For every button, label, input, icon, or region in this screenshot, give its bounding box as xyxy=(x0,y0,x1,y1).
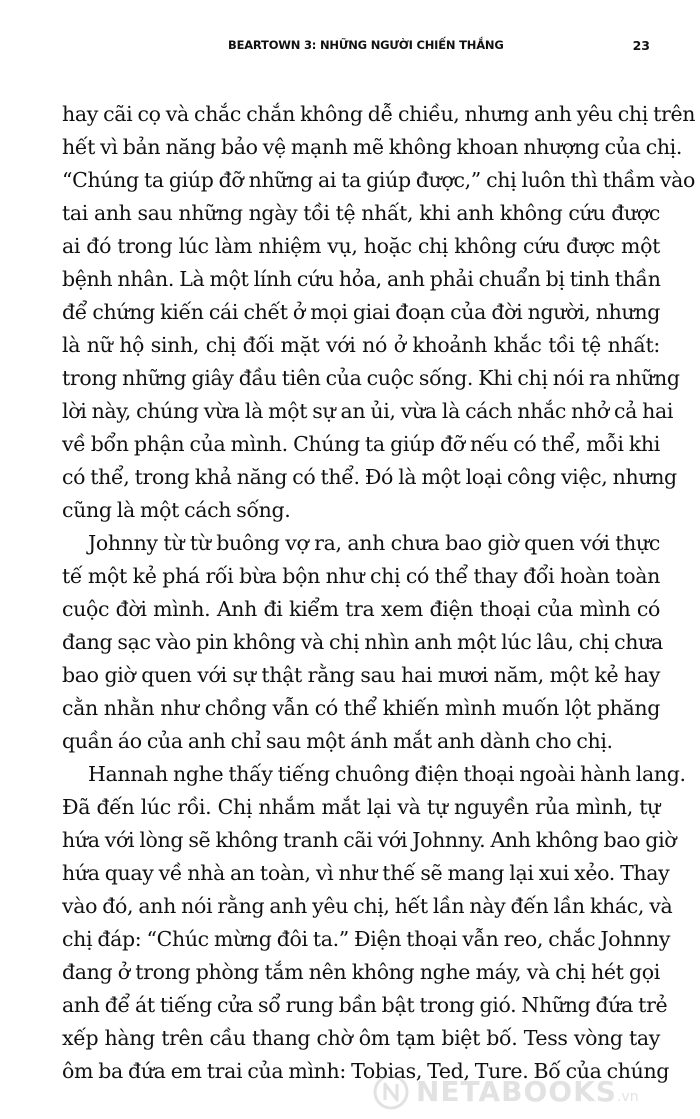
paragraph-1 xyxy=(62,98,696,527)
watermark-suffix: .vn xyxy=(616,1089,639,1105)
text-line: hết vì bản năng bảo vệ mạnh mẽ không khoan nhượng của chị. xyxy=(62,135,683,159)
running-title: BEARTOWN 3: NHỮNG NGƯỜI CHIẾN THẮNG xyxy=(228,38,504,52)
text-line: cũng là một cách sống. xyxy=(62,498,291,522)
text-line: hứa quay về nhà an toàn, vì như thế sẽ mang lại xui xẻo. Thay xyxy=(62,861,670,885)
text-line: trong những giây đầu tiên của cuộc sống. Khi chị nói ra những xyxy=(62,366,680,390)
text-line: đang ở trong phòng tắm nên không nghe máy, và chị hét gọi xyxy=(62,960,660,984)
text-line: bao giờ quen với sự thật rằng sau hai mươi năm, một kẻ hay xyxy=(62,663,660,687)
text-line: bệnh nhân. Là một lính cứu hỏa, anh phải chuẩn bị tinh thần xyxy=(62,267,661,291)
text-line: là nữ hộ sinh, chị đối mặt với nó ở khoảnh khắc tồi tệ nhất: xyxy=(62,333,660,357)
text-line: tế một kẻ phá rối bừa bộn như chị có thể thay đổi hoàn toàn xyxy=(62,564,660,588)
text-line: Đã đến lúc rồi. Chị nhắm mắt lại và tự nguyền rủa mình, tự xyxy=(62,795,660,819)
text-line: đang sạc vào pin không và chị nhìn anh một lúc lâu, chị chưa xyxy=(62,630,663,654)
page-number: 23 xyxy=(632,38,650,53)
netabooks-logo-icon xyxy=(372,1073,410,1111)
text-line: Hannah nghe thấy tiếng chuông điện thoại ngoài hành lang. xyxy=(88,762,686,786)
text-line: Johnny từ từ buông vợ ra, anh chưa bao giờ quen với thực xyxy=(88,531,660,555)
body-text xyxy=(62,98,696,1088)
running-head xyxy=(0,38,700,58)
watermark xyxy=(372,1071,672,1111)
watermark-text xyxy=(416,1075,639,1108)
paragraph-3 xyxy=(62,758,686,1088)
text-line: ôm ba đứa em trai của mình: Tobias, Ted, Ture. Bố của chúng xyxy=(62,1059,670,1083)
text-line: tai anh sau những ngày tồi tệ nhất, khi anh không cứu được xyxy=(62,201,660,225)
text-line: hay cãi cọ và chắc chắn không dễ chiều, nhưng anh yêu chị trên xyxy=(62,102,696,126)
text-line: anh để át tiếng cửa sổ rung bần bật trong gió. Những đứa trẻ xyxy=(62,993,668,1017)
text-line: để chứng kiến cái chết ở mọi giai đoạn của đời người, nhưng xyxy=(62,300,660,324)
watermark-brand: NETABOOKS xyxy=(416,1075,617,1108)
text-line: hứa với lòng sẽ không tranh cãi với Johnny. Anh không bao giờ xyxy=(62,828,677,852)
text-line: cằn nhằn như chồng vẫn có thể khiến mình muốn lột phăng xyxy=(62,696,660,720)
text-line: ai đó trong lúc làm nhiệm vụ, hoặc chị không cứu được một xyxy=(62,234,660,258)
text-line: có thể, trong khả năng có thể. Đó là một loại công việc, nhưng xyxy=(62,465,677,489)
text-line: “Chúng ta giúp đỡ những ai ta giúp được,” chị luôn thì thầm vào xyxy=(62,168,695,192)
text-line: về bổn phận của mình. Chúng ta giúp đỡ nếu có thể, mỗi khi xyxy=(62,432,660,456)
paragraph-2 xyxy=(62,527,663,758)
text-line: quần áo của anh chỉ sau một ánh mắt anh dành cho chị. xyxy=(62,729,613,753)
text-line: lời này, chúng vừa là một sự an ủi, vừa là cách nhắc nhở cả hai xyxy=(62,399,674,423)
text-line: vào đó, anh nói rằng anh yêu chị, hết lần này đến lần khác, và xyxy=(62,894,673,918)
text-line: chị đáp: “Chúc mừng đôi ta.” Điện thoại vẫn reo, chắc Johnny xyxy=(62,927,671,951)
text-line: cuộc đời mình. Anh đi kiểm tra xem điện thoại của mình có xyxy=(62,597,660,621)
text-line: xếp hàng trên cầu thang chờ ôm tạm biệt bố. Tess vòng tay xyxy=(62,1026,660,1050)
